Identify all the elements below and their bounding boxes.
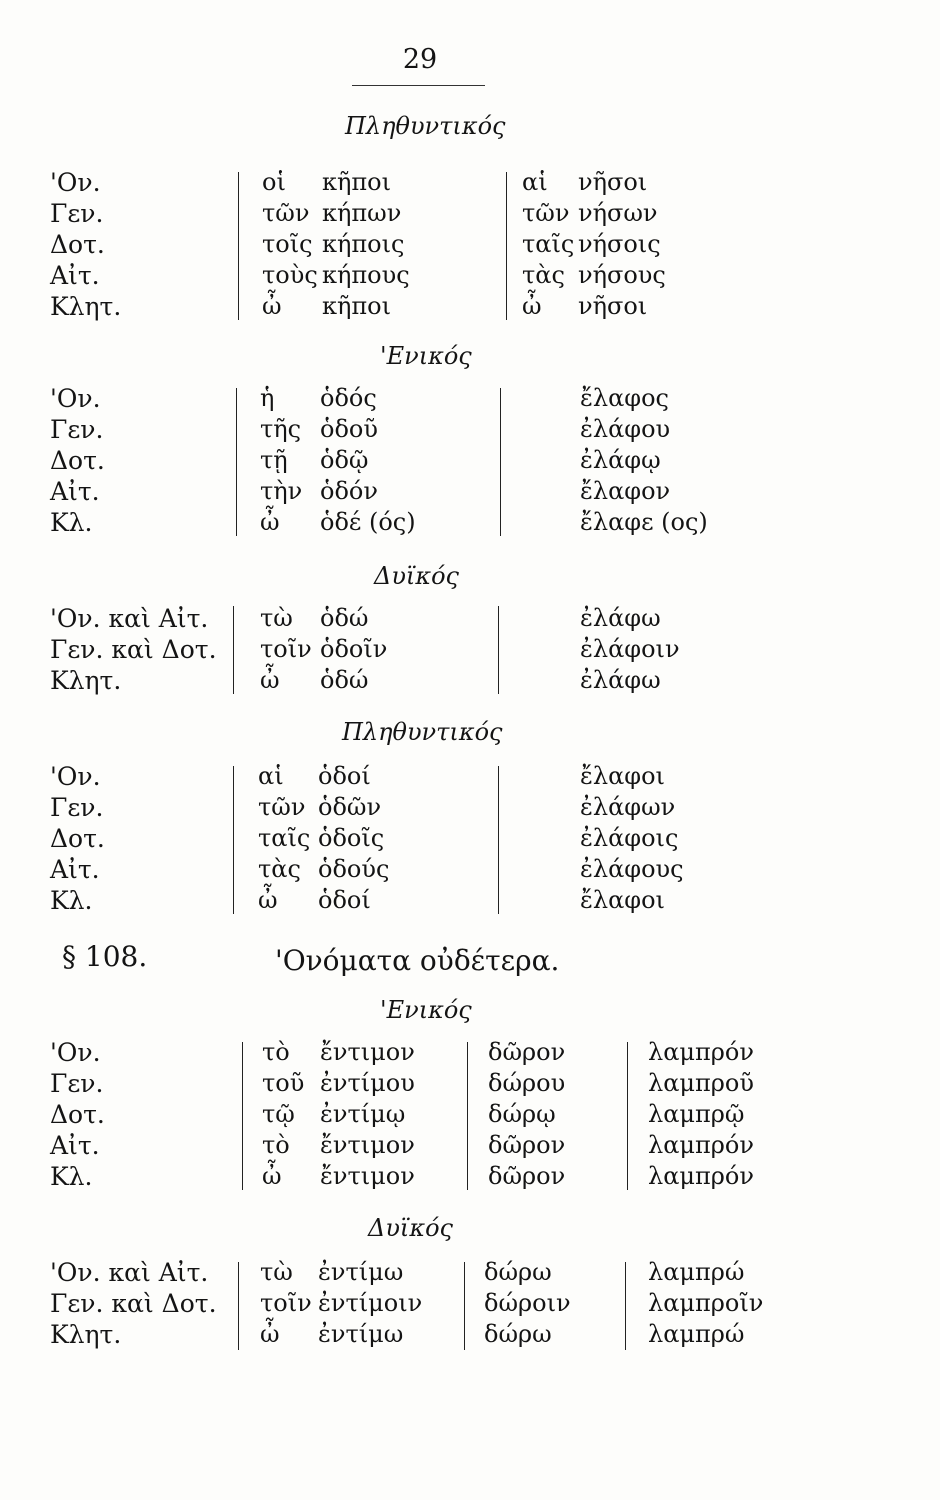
case-label: Δοτ.	[50, 1100, 105, 1129]
article-form: τοῖν	[260, 635, 312, 663]
word-form: ἐλάφου	[580, 415, 671, 443]
column-rule	[242, 1042, 243, 1190]
article-form: ὦ	[260, 1320, 280, 1348]
word-form: δώρου	[488, 1069, 566, 1097]
word-form: ἐλάφους	[580, 855, 684, 883]
word-form: ἔλαφος	[580, 384, 669, 412]
word-form: νῆσοι	[578, 168, 648, 196]
article-form: τὴν	[260, 477, 303, 505]
word-form: κήπων	[322, 199, 402, 227]
word-form: δώροιν	[484, 1289, 571, 1317]
column-rule	[498, 766, 499, 914]
case-label: Γεν. καὶ Δοτ.	[50, 1289, 217, 1318]
case-label: 'Ον.	[50, 168, 101, 197]
column-rule	[506, 172, 507, 320]
word-form: ὁδούς	[318, 855, 390, 883]
article-form: τοῖς	[262, 230, 313, 258]
case-label: 'Ον.	[50, 1038, 101, 1067]
word-form: ὁδοῦ	[320, 415, 378, 443]
word-form: ὁδώ	[320, 666, 369, 694]
article-form: τὰς	[258, 855, 301, 883]
word-form: νῆσοι	[578, 292, 648, 320]
article-form: τῷ	[262, 1100, 295, 1128]
word-form: ἐντίμω	[318, 1258, 404, 1286]
word-form: ὁδέ (ός)	[320, 508, 416, 536]
section-number: § 108.	[62, 940, 148, 973]
case-label: Κλ.	[50, 1162, 93, 1191]
article-form: τῇ	[260, 446, 288, 474]
column-rule	[498, 606, 499, 694]
case-label: Αἰτ.	[50, 261, 100, 290]
case-label: 'Ον.	[50, 384, 101, 413]
case-label: 'Ον. καὶ Αἰτ.	[50, 1258, 209, 1287]
column-rule	[500, 388, 501, 536]
section-title: 'Ονόματα οὐδέτερα.	[275, 944, 560, 977]
article-form: ἡ	[260, 384, 275, 412]
article-form: τῶν	[262, 199, 310, 227]
column-rule	[464, 1262, 465, 1350]
b6-heading: Δυϊκός	[368, 1214, 453, 1242]
article-form: ὦ	[258, 886, 278, 914]
case-label: Αἰτ.	[50, 477, 100, 506]
article-form: τῶν	[522, 199, 570, 227]
case-label: Κλητ.	[50, 1320, 122, 1349]
case-label: Δοτ.	[50, 230, 105, 259]
article-form: ὦ	[262, 1162, 282, 1190]
word-form: λαμπρόν	[648, 1131, 754, 1159]
word-form: λαμπρῷ	[648, 1100, 745, 1128]
word-form: ὁδοῖν	[320, 635, 388, 663]
article-form: τὼ	[260, 1258, 293, 1286]
word-form: ἐντίμου	[320, 1069, 415, 1097]
case-label: Γεν. καὶ Δοτ.	[50, 635, 217, 664]
word-form: νήσους	[578, 261, 666, 289]
article-form: ταῖς	[522, 230, 575, 258]
article-form: τὸ	[262, 1038, 290, 1066]
word-form: λαμπροῦ	[648, 1069, 754, 1097]
word-form: ἔντιμον	[320, 1162, 415, 1190]
word-form: δῶρον	[488, 1038, 566, 1066]
article-form: ὦ	[522, 292, 542, 320]
column-rule	[625, 1262, 626, 1350]
word-form: ἐλάφων	[580, 793, 676, 821]
word-form: ὁδοί	[318, 762, 371, 790]
word-form: λαμπροῖν	[648, 1289, 764, 1317]
word-form: κῆποι	[322, 168, 392, 196]
word-form: κήποις	[322, 230, 405, 258]
article-form: τὰς	[522, 261, 565, 289]
case-label: Γεν.	[50, 415, 104, 444]
word-form: ἐλάφῳ	[580, 446, 661, 474]
word-form: ὁδῷ	[320, 446, 369, 474]
word-form: λαμπρώ	[648, 1258, 745, 1286]
article-form: αἱ	[258, 762, 284, 790]
column-rule	[238, 172, 239, 320]
word-form: ἐλάφω	[580, 666, 661, 694]
b3-heading: Δυϊκός	[374, 562, 459, 590]
case-label: Αἰτ.	[50, 855, 100, 884]
article-form: αἱ	[522, 168, 548, 196]
article-form: τῆς	[260, 415, 302, 443]
word-form: ἐντίμω	[318, 1320, 404, 1348]
word-form: δῶρον	[488, 1162, 566, 1190]
word-form: δῶρον	[488, 1131, 566, 1159]
word-form: κήπους	[322, 261, 410, 289]
word-form: ἔλαφοι	[580, 886, 665, 914]
header-rule	[352, 85, 485, 86]
word-form: κῆποι	[322, 292, 392, 320]
article-form: τοὺς	[262, 261, 318, 289]
article-form: ὦ	[260, 666, 280, 694]
article-form: τὼ	[260, 604, 293, 632]
word-form: ἔλαφε (ος)	[580, 508, 708, 536]
case-label: Κλητ.	[50, 666, 122, 695]
word-form: ἐντίμοιν	[318, 1289, 423, 1317]
word-form: νήσοις	[578, 230, 661, 258]
article-form: ὦ	[260, 508, 280, 536]
column-rule	[627, 1042, 628, 1190]
word-form: ἐλάφοιν	[580, 635, 680, 663]
case-label: Γεν.	[50, 199, 104, 228]
article-form: οἱ	[262, 168, 286, 196]
article-form: τῶν	[258, 793, 306, 821]
column-rule	[467, 1042, 468, 1190]
word-form: ἔλαφοι	[580, 762, 665, 790]
page-number: 29	[402, 44, 438, 75]
case-label: Δοτ.	[50, 824, 105, 853]
column-rule	[238, 1262, 239, 1350]
case-label: Δοτ.	[50, 446, 105, 475]
case-label: Αἰτ.	[50, 1131, 100, 1160]
word-form: νήσων	[578, 199, 658, 227]
column-rule	[233, 766, 234, 914]
word-form: ἔντιμον	[320, 1038, 415, 1066]
word-form: δώρω	[484, 1320, 552, 1348]
word-form: δώρῳ	[488, 1100, 556, 1128]
column-rule	[233, 606, 234, 694]
word-form: λαμπρόν	[648, 1038, 754, 1066]
column-rule	[236, 388, 237, 536]
word-form: λαμπρώ	[648, 1320, 745, 1348]
case-label: 'Ον. καὶ Αἰτ.	[50, 604, 209, 633]
word-form: ὁδῶν	[318, 793, 382, 821]
b5-heading: 'Ενικός	[380, 996, 472, 1024]
word-form: δώρω	[484, 1258, 552, 1286]
word-form: λαμπρόν	[648, 1162, 754, 1190]
case-label: Γεν.	[50, 793, 104, 822]
article-form: ταῖς	[258, 824, 311, 852]
b4-heading: Πληθυντικός	[342, 718, 503, 746]
word-form: ὁδοί	[318, 886, 371, 914]
word-form: ἐλάφοις	[580, 824, 679, 852]
word-form: ὁδόν	[320, 477, 378, 505]
word-form: ἐντίμῳ	[320, 1100, 406, 1128]
case-label: 'Ον.	[50, 762, 101, 791]
b2-heading: 'Ενικός	[380, 342, 472, 370]
article-form: τοῖν	[260, 1289, 312, 1317]
word-form: ἔντιμον	[320, 1131, 415, 1159]
case-label: Κλ.	[50, 886, 93, 915]
word-form: ἐλάφω	[580, 604, 661, 632]
case-label: Κλητ.	[50, 292, 122, 321]
word-form: ὁδοῖς	[318, 824, 385, 852]
b1-heading: Πληθυντικός	[345, 112, 506, 140]
article-form: ὦ	[262, 292, 282, 320]
case-label: Γεν.	[50, 1069, 104, 1098]
case-label: Κλ.	[50, 508, 93, 537]
word-form: ἔλαφον	[580, 477, 671, 505]
article-form: τὸ	[262, 1131, 290, 1159]
word-form: ὁδός	[320, 384, 377, 412]
article-form: τοῦ	[262, 1069, 305, 1097]
word-form: ὁδώ	[320, 604, 369, 632]
